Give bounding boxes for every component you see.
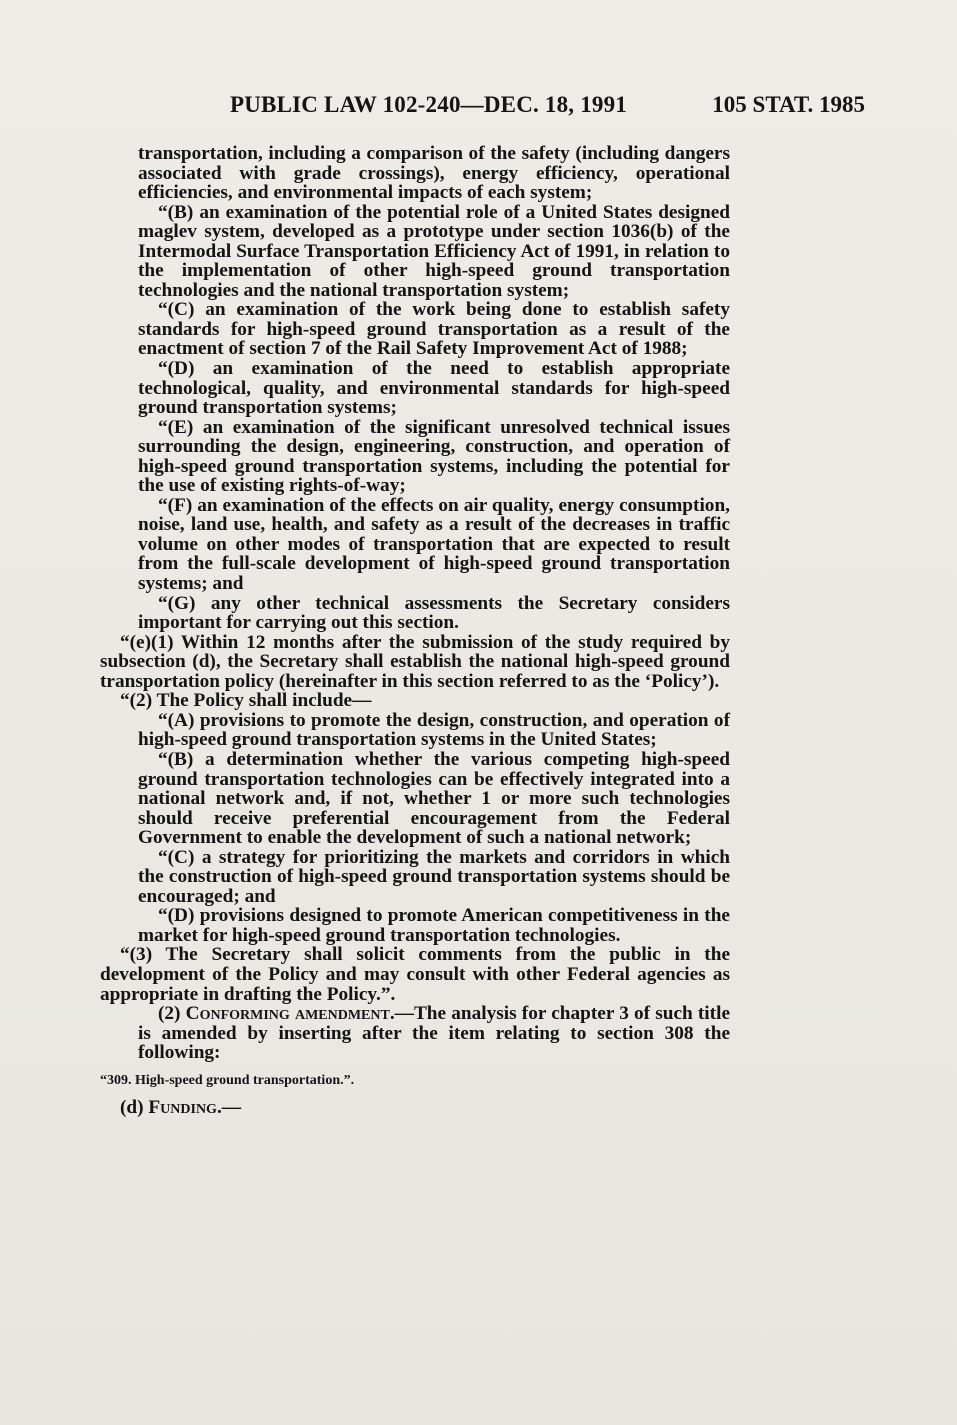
table-of-sections-item: “309. High-speed ground transportation.”. — [100, 1072, 355, 1088]
page-header — [230, 92, 865, 124]
funding-prefix: (d) — [120, 1097, 149, 1119]
paragraph-d: “(D) an examination of the need to establish appropriate technological, quality, and environmental standards for high-speed ground transportation systems; — [138, 358, 730, 419]
subsection-e-1: “(e)(1) Within 12 months after the submission of the study required by subsection (d), the Secretary shall establish the national high-speed ground transportation policy (hereinafter in this section referred to as the ‘Policy’). — [100, 631, 730, 692]
paragraph-e: “(E) an examination of the significant unresolved technical issues surrounding the design, engineering, construction, and operation of high-speed ground transportation systems, including the potential for the use of existing rights-of-way; — [138, 416, 730, 497]
subsection-e-3: “(3) The Secretary shall solicit comments from the public in the development of the Policy and may consult with other Federal agencies as appropriate in drafting the Policy.”. — [100, 944, 730, 1005]
funding-heading — [100, 1098, 730, 1118]
paragraph-b: “(B) an examination of the potential role of a United States designed maglev system, developed as a prototype under section 1036(b) of the Intermodal Surface Transportation Efficiency Act of 1991, in relation to the implementation of other high-speed ground transportation technologies and the national transportation system; — [138, 201, 730, 301]
conforming-heading: Conforming amendment — [185, 1003, 390, 1025]
header-stat-page: 105 STAT. 1985 — [712, 92, 865, 117]
conforming-amendment — [100, 1004, 730, 1063]
funding-suffix: .— — [216, 1097, 242, 1119]
subsection-e-2: “(2) The Policy shall include— — [120, 690, 372, 712]
paragraph-g: “(G) any other technical assessments the Secretary considers important for carrying out this section. — [138, 592, 730, 634]
policy-item-d: “(D) provisions designed to promote American competitiveness in the market for high-speed ground transportation technologies. — [138, 905, 730, 946]
paragraph-f: “(F) an examination of the effects on air quality, energy consumption, noise, land use, health, and safety as a result of the decreases in traffic volume on other modes of transportation that are expected to result from the full-scale development of high-speed ground transportation systems; and — [138, 494, 730, 595]
funding-label: Funding — [148, 1097, 217, 1119]
header-public-law: PUBLIC LAW 102-240—DEC. 18, 1991 — [230, 92, 628, 117]
conforming-prefix: (2) — [158, 1003, 186, 1025]
policy-item-b: “(B) a determination whether the various competing high-speed ground transportation technologies can be effectively integrated into a national network and, if not, whether 1 or more such technologies should receive preferential encouragement from the Federal Government to enable the development of such a national network; — [138, 748, 730, 849]
paragraph-c: “(C) an examination of the work being done to establish safety standards for high-speed ground transportation as a result of the enactment of section 7 of the Rail Safety Improvement Act of 1988; — [138, 299, 730, 360]
document-body — [100, 144, 730, 1118]
paragraph-a-continued: transportation, including a comparison of the safety (including dangers associated with grade crossings), energy efficiency, operational efficiencies, and environmental impacts of each system; — [138, 143, 730, 204]
policy-item-a: “(A) provisions to promote the design, construction, and operation of high-speed ground transportation systems in the United States; — [138, 709, 730, 751]
policy-item-c: “(C) a strategy for prioritizing the markets and corridors in which the construction of high-speed ground transportation systems should be encouraged; and — [138, 846, 730, 907]
conforming-text: .—The analysis for chapter 3 of such title is amended by inserting after the item relating to section 308 the following: — [138, 1003, 731, 1064]
